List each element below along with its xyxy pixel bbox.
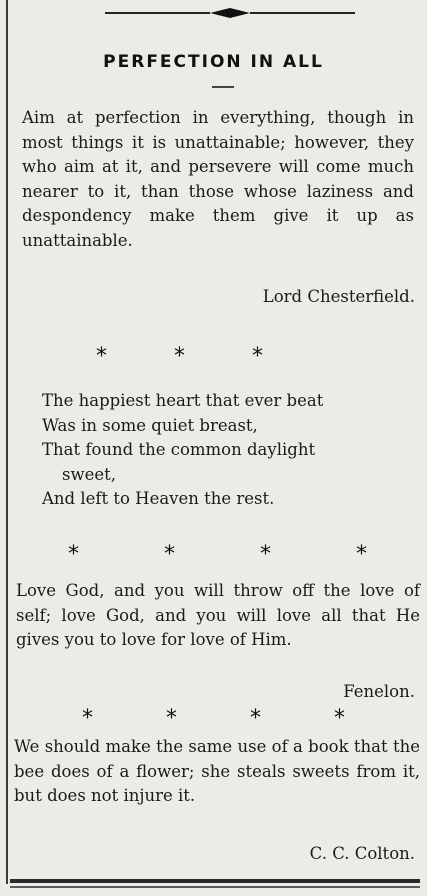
- star-glyph: *: [252, 344, 263, 369]
- poem: [42, 389, 427, 512]
- poem-line: That found the common daylight: [42, 440, 316, 459]
- poem-line: And left to Heaven the rest.: [42, 489, 275, 508]
- attribution-chesterfield: Lord Chesterfield.: [262, 287, 415, 306]
- attribution-fenelon: Fenelon.: [343, 682, 415, 701]
- bottom-rule: [10, 879, 420, 883]
- star-glyph: *: [96, 344, 107, 369]
- separator-stars: [68, 544, 388, 568]
- poem-line: The happiest heart that ever beat: [42, 391, 324, 410]
- top-ornament-rule: [105, 6, 355, 20]
- star-glyph: *: [82, 706, 93, 731]
- separator-stars: [82, 708, 382, 732]
- bottom-rule: [10, 886, 420, 888]
- paragraph-bee: We should make the same use of a book that the bee does of a flower; she steals sweets from it, but does not injure it.: [14, 737, 420, 805]
- poem-line: Was in some quiet breast,: [42, 415, 258, 435]
- star-glyph: *: [166, 706, 177, 731]
- star-glyph: *: [356, 542, 367, 567]
- attribution-colton: C. C. Colton.: [309, 844, 415, 863]
- star-glyph: *: [250, 706, 261, 731]
- star-glyph: *: [164, 542, 175, 567]
- paragraph-love-god: Love God, and you will throw off the love of self; love God, and you will love all that He gives you to love for love of Him.: [16, 581, 420, 649]
- separator-stars: [96, 346, 356, 370]
- poem-line: sweet,: [62, 464, 116, 484]
- star-glyph: *: [334, 706, 345, 731]
- title-dash: [212, 86, 234, 88]
- article-title: PERFECTION IN ALL: [103, 52, 324, 72]
- star-glyph: *: [174, 344, 185, 369]
- star-glyph: *: [68, 542, 79, 567]
- paragraph-perfection: Aim at perfection in everything, though in most things it is unattainable; however, they who aim at it, and persevere will come much nearer to it, than those whose laziness and despondency make them give it up as unattainable.: [22, 108, 414, 250]
- column-rule: [6, 0, 8, 884]
- star-glyph: *: [260, 542, 271, 567]
